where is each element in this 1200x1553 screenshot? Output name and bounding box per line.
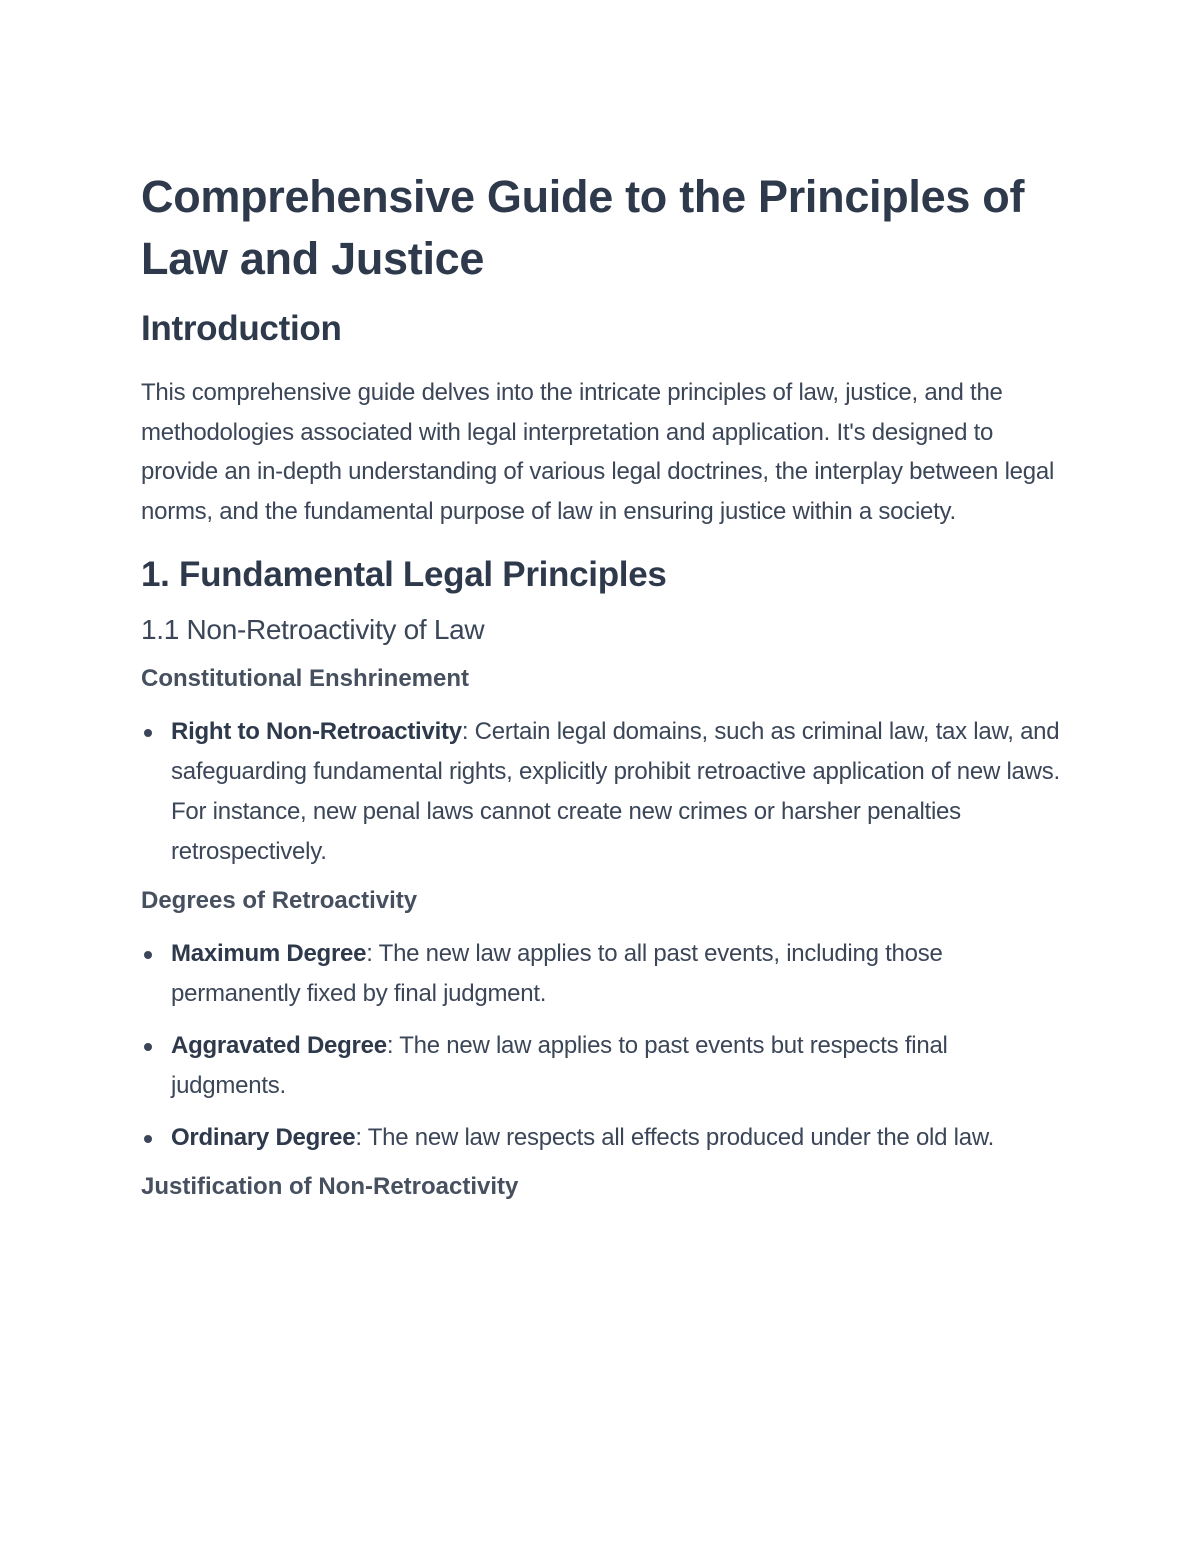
list-item-term: Maximum Degree [171,940,367,967]
list-item-text: : The new law applies to past events but respects final judgments. [171,1032,948,1099]
bullet-icon [144,729,152,737]
list-item-term: Right to Non-Retroactivity [171,718,462,745]
subsection-1-1-heading: 1.1 Non-Retroactivity of Law [141,614,485,645]
list-item-term: Aggravated Degree [171,1032,387,1059]
list-item-text: : The new law respects all effects produced under the old law. [355,1124,994,1151]
constitutional-enshrinement-heading: Constitutional Enshrinement [141,665,470,692]
bullet-icon [144,1043,152,1051]
bullet-icon [144,951,152,959]
bullet-icon [144,1135,152,1143]
list-item-text: : Certain legal domains, such as criminal law, tax law, and safeguarding fundamental rights, explicitly prohibit retroactive application of new laws. For instance, new penal laws cannot create new crimes or harsher penalties retrospectively. [171,718,1060,865]
list-item [141,712,1060,872]
degrees-of-retroactivity-heading: Degrees of Retroactivity [141,887,418,914]
section-1-heading: 1. Fundamental Legal Principles [141,555,667,594]
list-item-term: Ordinary Degree [171,1124,356,1151]
introduction-heading: Introduction [141,309,342,348]
degrees-list [141,934,1060,1158]
list-item [141,1026,1060,1106]
list-item [141,934,1060,1014]
justification-heading: Justification of Non-Retroactivity [141,1173,519,1200]
constitutional-list [141,712,1060,872]
introduction-paragraph: This comprehensive guide delves into the intricate principles of law, justice, and the methodologies associated with legal interpretation and application. It's designed to provide an in-depth understanding of various legal doctrines, the interplay between legal norms, and the fundamental purpose of law in ensuring justice within a society. [141,379,1055,525]
list-item [141,1118,1060,1158]
list-item-text: : The new law applies to all past events, including those permanently fixed by final judgment. [171,940,943,1007]
document-title: Comprehensive Guide to the Principles of Law and Justice [141,171,1025,284]
